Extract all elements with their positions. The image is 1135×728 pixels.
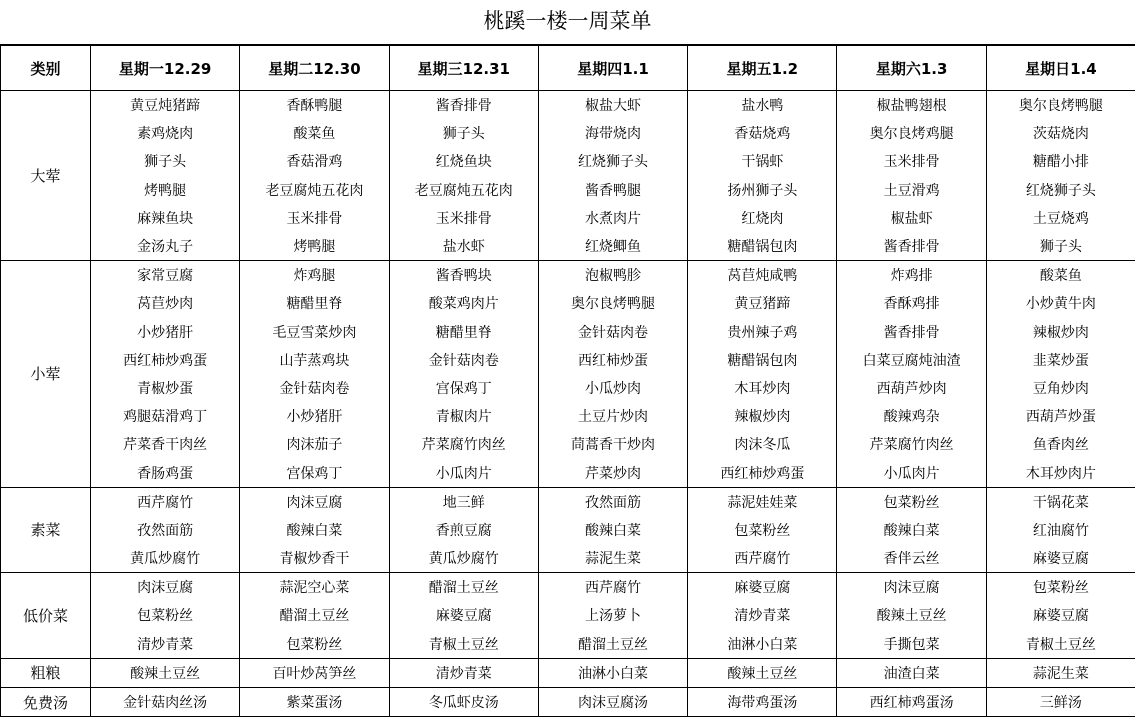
- dish-cell: 麻婆豆腐: [986, 544, 1135, 573]
- dish-cell: 地三鲜: [389, 487, 538, 516]
- dish-cell: 孜然面筋: [538, 487, 687, 516]
- dish-cell: 清炒青菜: [688, 601, 837, 629]
- dish-cell: 包菜粉丝: [986, 573, 1135, 602]
- dish-cell: 红烧狮子头: [538, 147, 687, 175]
- weekly-menu-table: [0, 45, 1135, 717]
- category-cell: 小荤: [1, 261, 91, 488]
- dish-cell: 红油腐竹: [986, 516, 1135, 544]
- category-cell: 粗粮: [1, 658, 91, 687]
- dish-cell: 酱香排骨: [389, 91, 538, 120]
- dish-cell: 盐水鸭: [688, 91, 837, 120]
- dish-cell: 金针菇肉丝汤: [91, 687, 240, 716]
- dish-cell: 麻婆豆腐: [688, 573, 837, 602]
- dish-cell: 蒜泥生菜: [538, 544, 687, 573]
- dish-cell: 辣椒炒肉: [986, 318, 1135, 346]
- dish-cell: 山芋蒸鸡块: [240, 346, 389, 374]
- dish-cell: 糖醋锅包肉: [688, 232, 837, 261]
- dish-cell: 芹菜腐竹肉丝: [389, 430, 538, 458]
- dish-cell: 西芹腐竹: [91, 487, 240, 516]
- dish-cell: 小瓜炒肉: [538, 374, 687, 402]
- header-day-wednesday: 星期三12.31: [389, 46, 538, 91]
- menu-body: [1, 91, 1135, 717]
- dish-cell: 玉米排骨: [240, 204, 389, 232]
- dish-cell: 芹菜香干肉丝: [91, 430, 240, 458]
- dish-cell: 干锅花菜: [986, 487, 1135, 516]
- dish-cell: 玉米排骨: [389, 204, 538, 232]
- dish-cell: 黄瓜炒腐竹: [389, 544, 538, 573]
- table-row: [1, 430, 1135, 458]
- dish-cell: 酸辣白菜: [240, 516, 389, 544]
- dish-cell: 西红柿鸡蛋汤: [837, 687, 986, 716]
- dish-cell: 青椒肉片: [389, 402, 538, 430]
- dish-cell: 奥尔良烤鸭腿: [538, 289, 687, 317]
- dish-cell: 酸辣土豆丝: [837, 601, 986, 629]
- dish-cell: 宫保鸡丁: [389, 374, 538, 402]
- table-row: [1, 91, 1135, 120]
- dish-cell: 金针菇肉卷: [538, 318, 687, 346]
- dish-cell: 醋溜土豆丝: [538, 630, 687, 659]
- dish-cell: 宫保鸡丁: [240, 458, 389, 487]
- category-cell: 素菜: [1, 487, 91, 573]
- dish-cell: 醋溜土豆丝: [240, 601, 389, 629]
- dish-cell: 辣椒炒肉: [688, 402, 837, 430]
- table-row: [1, 204, 1135, 232]
- dish-cell: 醋溜土豆丝: [389, 573, 538, 602]
- dish-cell: 肉沫豆腐: [837, 573, 986, 602]
- dish-cell: 奥尔良烤鸭腿: [986, 91, 1135, 120]
- dish-cell: 红烧鲫鱼: [538, 232, 687, 261]
- dish-cell: 糖醋里脊: [240, 289, 389, 317]
- dish-cell: 红烧狮子头: [986, 176, 1135, 204]
- dish-cell: 蒜泥空心菜: [240, 573, 389, 602]
- dish-cell: 香伴云丝: [837, 544, 986, 573]
- table-row: [1, 658, 1135, 687]
- dish-cell: 油淋小白菜: [688, 630, 837, 659]
- dish-cell: 西红柿炒鸡蛋: [688, 458, 837, 487]
- dish-cell: 素鸡烧肉: [91, 119, 240, 147]
- dish-cell: 椒盐虾: [837, 204, 986, 232]
- dish-cell: 西芹腐竹: [538, 573, 687, 602]
- dish-cell: 土豆滑鸡: [837, 176, 986, 204]
- dish-cell: 奥尔良烤鸡腿: [837, 119, 986, 147]
- dish-cell: 狮子头: [986, 232, 1135, 261]
- dish-cell: 糖醋锅包肉: [688, 346, 837, 374]
- dish-cell: 土豆片炒肉: [538, 402, 687, 430]
- table-row: [1, 318, 1135, 346]
- dish-cell: 包菜粉丝: [688, 516, 837, 544]
- dish-cell: 家常豆腐: [91, 261, 240, 290]
- dish-cell: 老豆腐炖五花肉: [389, 176, 538, 204]
- dish-cell: 海带鸡蛋汤: [688, 687, 837, 716]
- dish-cell: 麻婆豆腐: [986, 601, 1135, 629]
- dish-cell: 豆角炒肉: [986, 374, 1135, 402]
- dish-cell: 麻婆豆腐: [389, 601, 538, 629]
- dish-cell: 麻辣鱼块: [91, 204, 240, 232]
- table-row: [1, 544, 1135, 573]
- table-row: [1, 147, 1135, 175]
- dish-cell: 油淋小白菜: [538, 658, 687, 687]
- dish-cell: 小炒猪肝: [91, 318, 240, 346]
- dish-cell: 红烧鱼块: [389, 147, 538, 175]
- table-row: [1, 374, 1135, 402]
- dish-cell: 玉米排骨: [837, 147, 986, 175]
- dish-cell: 手撕包菜: [837, 630, 986, 659]
- dish-cell: 青椒土豆丝: [986, 630, 1135, 659]
- table-row: [1, 601, 1135, 629]
- dish-cell: 青椒炒蛋: [91, 374, 240, 402]
- table-row: [1, 232, 1135, 261]
- dish-cell: 狮子头: [389, 119, 538, 147]
- table-row: [1, 119, 1135, 147]
- table-row: [1, 402, 1135, 430]
- dish-cell: 酸菜鸡肉片: [389, 289, 538, 317]
- dish-cell: 土豆烧鸡: [986, 204, 1135, 232]
- dish-cell: 烤鸭腿: [91, 176, 240, 204]
- dish-cell: 酱香鸭块: [389, 261, 538, 290]
- dish-cell: 毛豆雪菜炒肉: [240, 318, 389, 346]
- dish-cell: 肉沫豆腐汤: [538, 687, 687, 716]
- dish-cell: 紫菜蛋汤: [240, 687, 389, 716]
- category-cell: 大荤: [1, 91, 91, 261]
- dish-cell: 椒盐鸭翅根: [837, 91, 986, 120]
- dish-cell: 清炒青菜: [389, 658, 538, 687]
- dish-cell: 上汤萝卜: [538, 601, 687, 629]
- header-row: [1, 46, 1135, 91]
- header-day-thursday: 星期四1.1: [538, 46, 687, 91]
- table-row: [1, 573, 1135, 602]
- dish-cell: 清炒青菜: [91, 630, 240, 659]
- dish-cell: 孜然面筋: [91, 516, 240, 544]
- dish-cell: 蒜泥娃娃菜: [688, 487, 837, 516]
- dish-cell: 包菜粉丝: [91, 601, 240, 629]
- dish-cell: 肉沫茄子: [240, 430, 389, 458]
- dish-cell: 泡椒鸭胗: [538, 261, 687, 290]
- dish-cell: 三鲜汤: [986, 687, 1135, 716]
- header-day-tuesday: 星期二12.30: [240, 46, 389, 91]
- dish-cell: 酸辣土豆丝: [688, 658, 837, 687]
- table-row: [1, 516, 1135, 544]
- dish-cell: 百叶炒莴笋丝: [240, 658, 389, 687]
- dish-cell: 烤鸭腿: [240, 232, 389, 261]
- dish-cell: 黄瓜炒腐竹: [91, 544, 240, 573]
- table-row: [1, 289, 1135, 317]
- dish-cell: 金针菇肉卷: [389, 346, 538, 374]
- dish-cell: 糖醋小排: [986, 147, 1135, 175]
- dish-cell: 酸辣白菜: [538, 516, 687, 544]
- dish-cell: 贵州辣子鸡: [688, 318, 837, 346]
- dish-cell: 木耳炒肉片: [986, 458, 1135, 487]
- dish-cell: 糖醋里脊: [389, 318, 538, 346]
- dish-cell: 水煮肉片: [538, 204, 687, 232]
- dish-cell: 包菜粉丝: [837, 487, 986, 516]
- dish-cell: 白菜豆腐炖油渣: [837, 346, 986, 374]
- category-cell: 免费汤: [1, 687, 91, 716]
- table-row: [1, 176, 1135, 204]
- table-row: [1, 458, 1135, 487]
- dish-cell: 盐水虾: [389, 232, 538, 261]
- dish-cell: 肉沫豆腐: [240, 487, 389, 516]
- dish-cell: 老豆腐炖五花肉: [240, 176, 389, 204]
- dish-cell: 莴苣炒肉: [91, 289, 240, 317]
- header-day-monday: 星期一12.29: [91, 46, 240, 91]
- header-day-friday: 星期五1.2: [688, 46, 837, 91]
- dish-cell: 黄豆炖猪蹄: [91, 91, 240, 120]
- dish-cell: 香酥鸭腿: [240, 91, 389, 120]
- header-category: 类别: [1, 46, 91, 91]
- dish-cell: 西葫芦炒蛋: [986, 402, 1135, 430]
- dish-cell: 香菇烧鸡: [688, 119, 837, 147]
- dish-cell: 炸鸡腿: [240, 261, 389, 290]
- dish-cell: 西红柿炒鸡蛋: [91, 346, 240, 374]
- dish-cell: 鱼香肉丝: [986, 430, 1135, 458]
- dish-cell: 芹菜腐竹肉丝: [837, 430, 986, 458]
- dish-cell: 酸辣土豆丝: [91, 658, 240, 687]
- dish-cell: 酸辣白菜: [837, 516, 986, 544]
- table-row: [1, 687, 1135, 716]
- dish-cell: 金汤丸子: [91, 232, 240, 261]
- dish-cell: 莴苣炖咸鸭: [688, 261, 837, 290]
- table-row: [1, 346, 1135, 374]
- dish-cell: 酱香排骨: [837, 318, 986, 346]
- dish-cell: 红烧肉: [688, 204, 837, 232]
- table-row: [1, 261, 1135, 290]
- dish-cell: 油渣白菜: [837, 658, 986, 687]
- dish-cell: 酸辣鸡杂: [837, 402, 986, 430]
- dish-cell: 西芹腐竹: [688, 544, 837, 573]
- dish-cell: 小炒黄牛肉: [986, 289, 1135, 317]
- dish-cell: 扬州狮子头: [688, 176, 837, 204]
- dish-cell: 肉沫豆腐: [91, 573, 240, 602]
- dish-cell: 小炒猪肝: [240, 402, 389, 430]
- dish-cell: 黄豆猪蹄: [688, 289, 837, 317]
- dish-cell: 西红柿炒蛋: [538, 346, 687, 374]
- dish-cell: 干锅虾: [688, 147, 837, 175]
- dish-cell: 西葫芦炒肉: [837, 374, 986, 402]
- dish-cell: 木耳炒肉: [688, 374, 837, 402]
- table-row: [1, 630, 1135, 659]
- dish-cell: 酱香排骨: [837, 232, 986, 261]
- header-day-saturday: 星期六1.3: [837, 46, 986, 91]
- dish-cell: 小瓜肉片: [389, 458, 538, 487]
- dish-cell: 香肠鸡蛋: [91, 458, 240, 487]
- dish-cell: 狮子头: [91, 147, 240, 175]
- dish-cell: 茼蒿香干炒肉: [538, 430, 687, 458]
- dish-cell: 香酥鸡排: [837, 289, 986, 317]
- dish-cell: 蒜泥生菜: [986, 658, 1135, 687]
- dish-cell: 椒盐大虾: [538, 91, 687, 120]
- dish-cell: 酸菜鱼: [986, 261, 1135, 290]
- dish-cell: 香煎豆腐: [389, 516, 538, 544]
- dish-cell: 冬瓜虾皮汤: [389, 687, 538, 716]
- dish-cell: 金针菇肉卷: [240, 374, 389, 402]
- dish-cell: 肉沫冬瓜: [688, 430, 837, 458]
- menu-title: 桃蹊一楼一周菜单: [0, 0, 1135, 45]
- dish-cell: 酸菜鱼: [240, 119, 389, 147]
- dish-cell: 酱香鸭腿: [538, 176, 687, 204]
- dish-cell: 韭菜炒蛋: [986, 346, 1135, 374]
- dish-cell: 芹菜炒肉: [538, 458, 687, 487]
- dish-cell: 鸡腿菇滑鸡丁: [91, 402, 240, 430]
- dish-cell: 小瓜肉片: [837, 458, 986, 487]
- dish-cell: 包菜粉丝: [240, 630, 389, 659]
- dish-cell: 炸鸡排: [837, 261, 986, 290]
- category-cell: 低价菜: [1, 573, 91, 659]
- dish-cell: 青椒炒香干: [240, 544, 389, 573]
- dish-cell: 茨菇烧肉: [986, 119, 1135, 147]
- dish-cell: 青椒土豆丝: [389, 630, 538, 659]
- table-row: [1, 487, 1135, 516]
- header-day-sunday: 星期日1.4: [986, 46, 1135, 91]
- dish-cell: 海带烧肉: [538, 119, 687, 147]
- dish-cell: 香菇滑鸡: [240, 147, 389, 175]
